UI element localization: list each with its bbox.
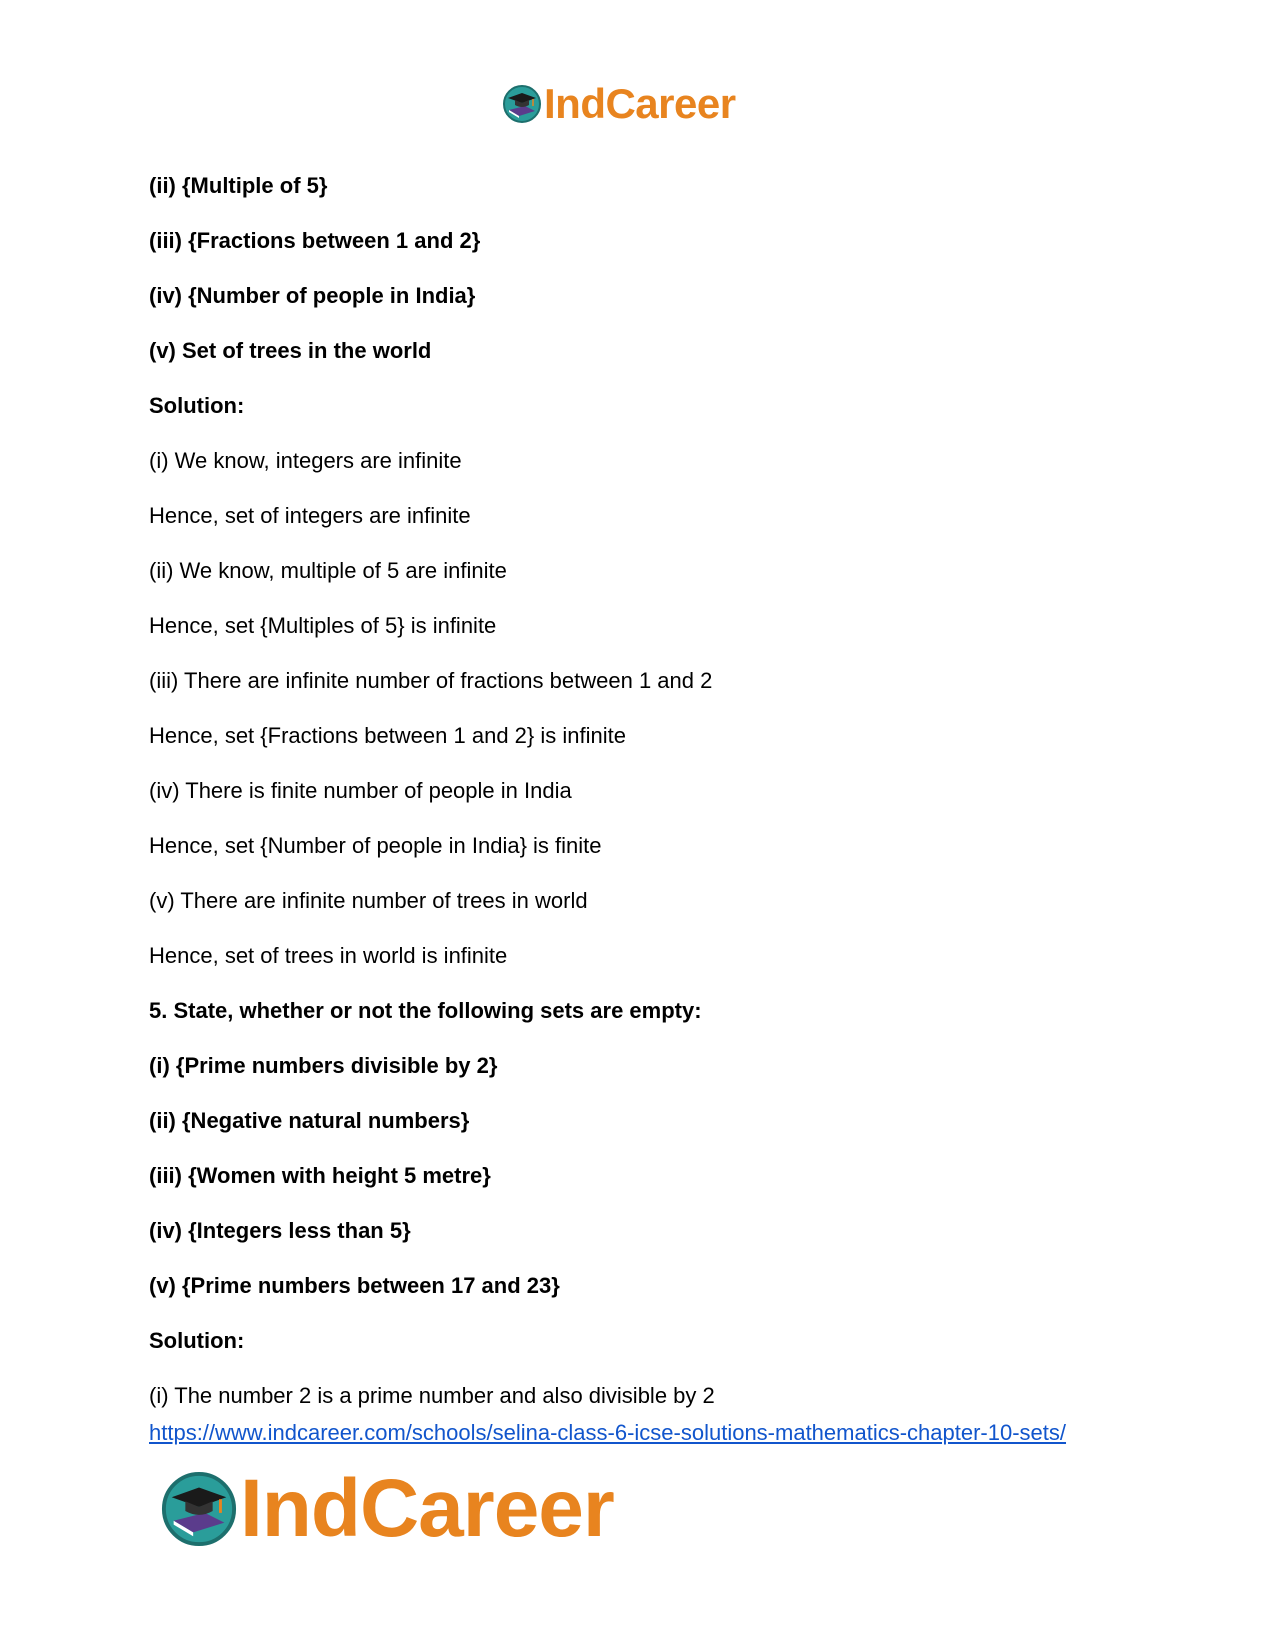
text-line: Hence, set of integers are infinite — [149, 503, 471, 528]
text-line: (iv) There is finite number of people in India — [149, 778, 572, 803]
document-body — [149, 172, 1149, 1437]
bold-text-line: (iii) {Fractions between 1 and 2} — [149, 228, 481, 253]
graduation-cap-book-icon — [502, 84, 542, 124]
text-line: (i) We know, integers are infinite — [149, 448, 462, 473]
bold-text-line: (ii) {Multiple of 5} — [149, 173, 328, 198]
bold-text-line: (iv) {Number of people in India} — [149, 283, 476, 308]
text-line: Hence, set of trees in world is infinite — [149, 943, 508, 968]
bold-text-line: (iv) {Integers less than 5} — [149, 1218, 411, 1243]
bold-text-line: Solution: — [149, 1328, 245, 1353]
source-link[interactable]: https://www.indcareer.com/schools/selina-class-6-icse-solutions-mathematics-chapter-10-sets/ — [149, 1420, 1067, 1445]
bold-text-line: 5. State, whether or not the following sets are empty: — [149, 998, 702, 1023]
footer-logo-text: IndCareer — [240, 1463, 614, 1554]
bold-text-line: Solution: — [149, 393, 245, 418]
bold-text-line: (i) {Prime numbers divisible by 2} — [149, 1053, 498, 1078]
text-line: (i) The number 2 is a prime number and also divisible by 2 — [149, 1383, 715, 1408]
bold-text-line: (iii) {Women with height 5 metre} — [149, 1163, 491, 1188]
bold-text-line: (v) {Prime numbers between 17 and 23} — [149, 1273, 560, 1298]
text-line: Hence, set {Multiples of 5} is infinite — [149, 613, 497, 638]
header-logo-text: IndCareer — [544, 80, 736, 127]
bold-text-line: (ii) {Negative natural numbers} — [149, 1108, 470, 1133]
text-line: (ii) We know, multiple of 5 are infinite — [149, 558, 507, 583]
text-line: (v) There are infinite number of trees in world — [149, 888, 588, 913]
footer-logo — [160, 1462, 614, 1556]
header-logo — [502, 80, 736, 128]
text-line: (iii) There are infinite number of fractions between 1 and 2 — [149, 668, 713, 693]
graduation-cap-book-icon — [160, 1470, 238, 1548]
text-line: Hence, set {Fractions between 1 and 2} is infinite — [149, 723, 626, 748]
text-line: Hence, set {Number of people in India} is finite — [149, 833, 602, 858]
bold-text-line: (v) Set of trees in the world — [149, 338, 432, 363]
